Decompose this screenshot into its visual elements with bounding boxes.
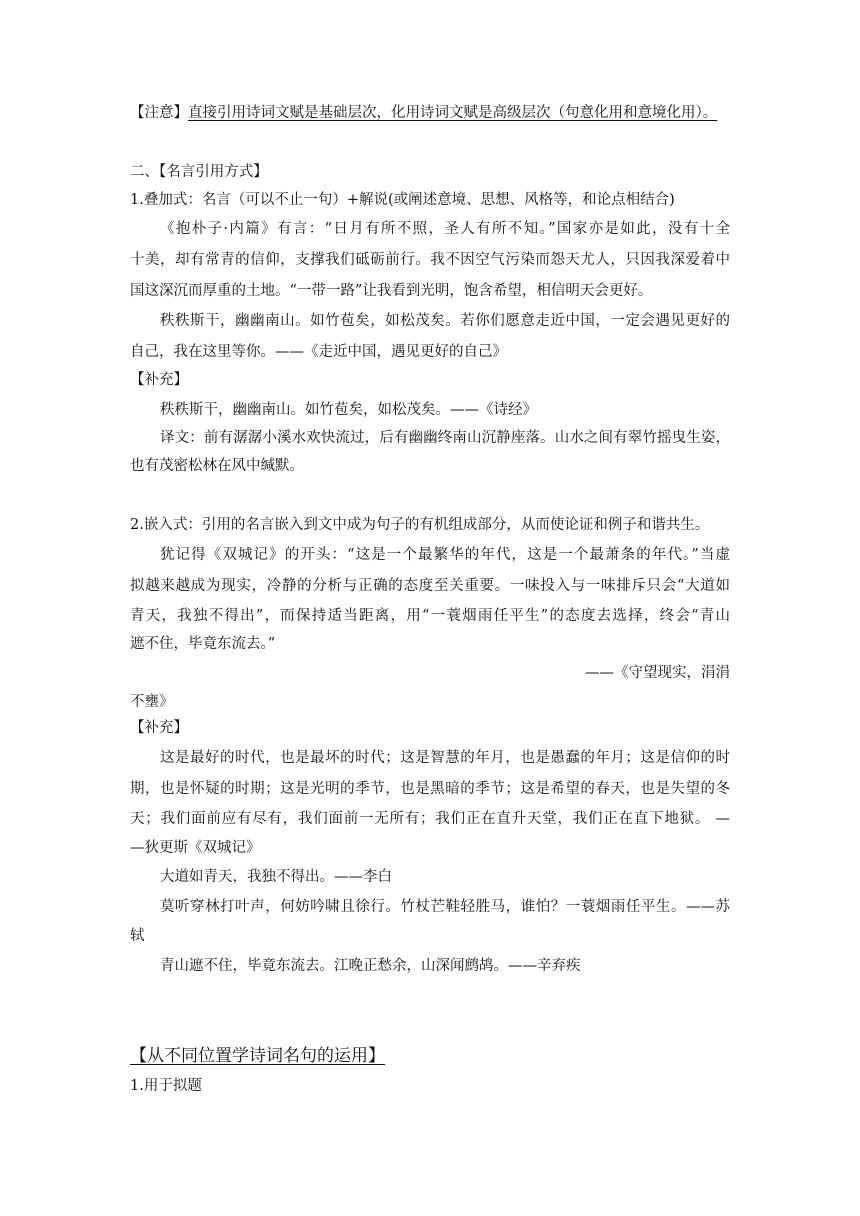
quote-su-shi-line: 莫听穿林打叶声，何妨吟啸且徐行。竹杖芒鞋轻胜马，谁怕？一蓑烟雨任平生。——苏 [160,899,730,915]
method1-heading: 1.叠加式：名言（可以不止一句）+解说(或阐述意境、思想、风格等，和论点相结合) [130,192,675,208]
note-bracket: 【注意】 [130,105,188,121]
method2-supplement-line: 这是最好的时代，也是最坏的时代；这是智慧的年月，也是愚蠢的年月；这是信仰的时 [160,750,730,766]
method1-paragraph1-line: 《抱朴子·内篇》有言：“日月有所不照，圣人有所不知。”国家亦是如此，没有十全 [160,221,730,237]
method2-paragraph1-line: 青天，我独不得出”，而保持适当距离，用“一蓑烟雨任平生”的态度去选择，终会“青山 [130,608,730,624]
note-line [130,103,717,123]
method1-translation-line: 也有茂密松林在风中缄默。 [130,458,304,474]
method2-supplement-label: 【补充】 [130,720,188,736]
method1-paragraph1-line: 十美，却有常青的信仰，支撑我们砥砺前行。我不因空气污染而怨天尤人，只因我深爱着中 [130,252,730,268]
method2-heading: 2.嵌入式：引用的名言嵌入到文中成为句子的有机组成部分，从而使论证和例子和谐共生。 [130,517,710,533]
method2-paragraph1-line: 犹记得《双城记》的开头：“这是一个最繁华的年代，这是一个最萧条的年代。”当虚 [160,547,730,563]
method2-supplement-line: 天；我们面前应有尽有，我们面前一无所有；我们正在直升天堂，我们正在直下地狱。 — [130,811,730,827]
quote-li-bai: 大道如青天，我独不得出。——李白 [160,869,392,885]
method1-translation-line: 译文：前有潺潺小溪水欢快流过，后有幽幽终南山沉静座落。山水之间有翠竹摇曳生姿， [160,430,730,446]
note-text: 直接引用诗词文赋是基础层次，化用诗词文赋是高级层次（句意化用和意境化用）。 [188,105,718,121]
method2-paragraph1-line: 拟越来越成为现实，冷静的分析与正确的态度至关重要。一味投入与一味排斥只会“大道如 [130,578,730,594]
quote-xin-qiji: 青山遮不住，毕竟东流去。江晚正愁余，山深闻鹧鸪。——辛弃疾 [160,958,581,974]
method1-paragraph2-line: 自己，我在这里等你。——《走近中国，遇见更好的自己》 [130,344,507,360]
method2-supplement-line: —狄更斯《双城记》 [130,840,261,856]
method2-source-line: 不壅》 [130,694,174,710]
method2-source-line: ——《守望现实，涓涓 [585,665,730,681]
method1-supplement-quote: 秩秩斯干，幽幽南山。如竹苞矣，如松茂矣。——《诗经》 [160,402,537,418]
method2-supplement-line: 期，也是怀疑的时期；这是光明的季节，也是黑暗的季节；这是希望的春天，也是失望的冬 [130,781,730,797]
section3-item1: 1.用于拟题 [130,1078,202,1094]
method1-paragraph1-line: 国这深沉而厚重的土地。“一带一路”让我看到光明，饱含希望，相信明天会更好。 [130,283,653,299]
method1-paragraph2-line: 秩秩斯干，幽幽南山。如竹苞矣，如松茂矣。若你们愿意走近中国，一定会遇见更好的 [160,313,730,329]
quote-su-shi-line: 轼 [130,928,145,944]
section2-title: 二、【名言引用方式】 [130,164,268,180]
method1-supplement-label: 【补充】 [130,372,188,388]
method2-paragraph1-line: 遮不住，毕竟东流去。” [130,636,276,652]
section3-title: 【从不同位置学诗词名句的运用】 [130,1046,385,1066]
